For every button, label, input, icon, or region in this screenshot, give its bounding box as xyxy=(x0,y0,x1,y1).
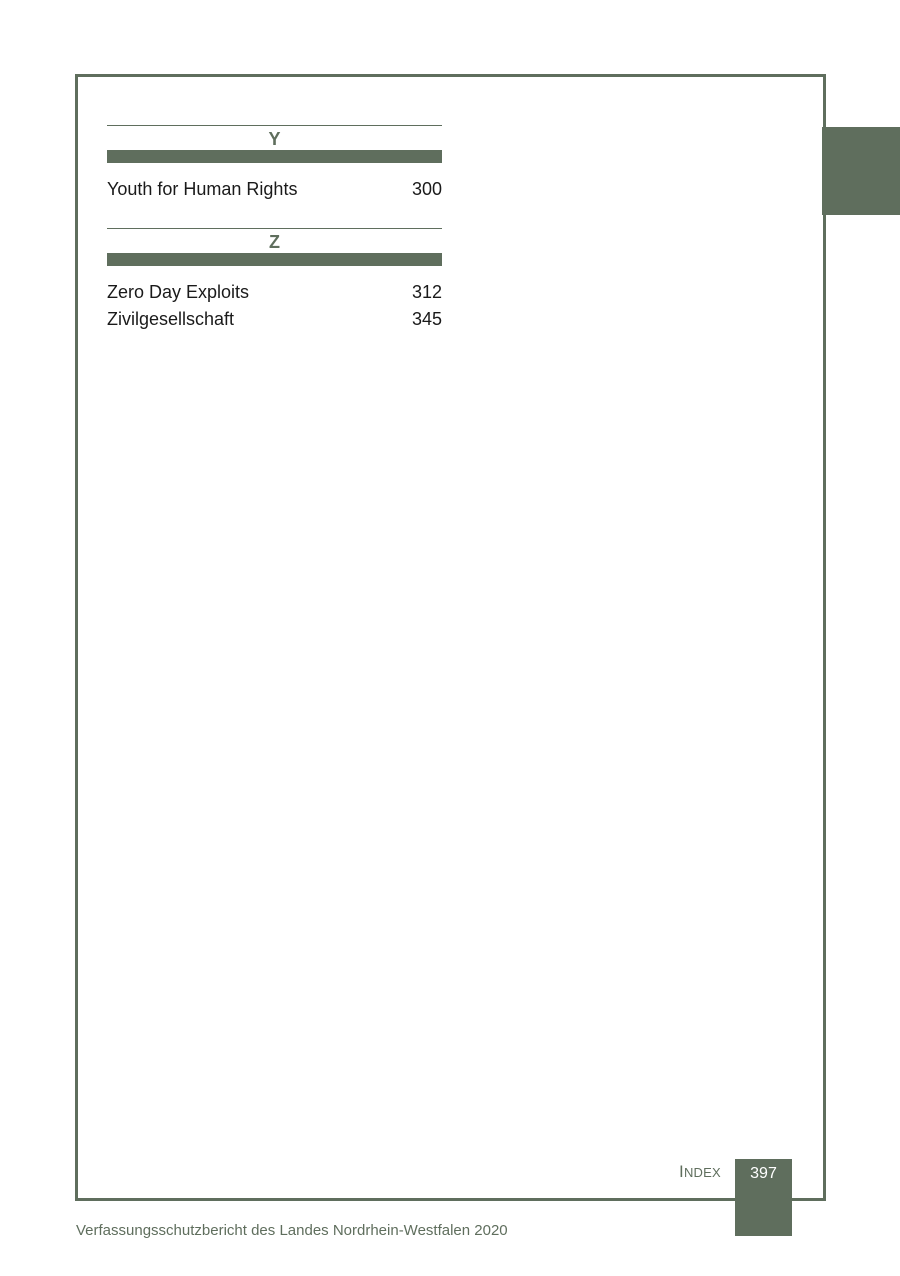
entry-page: 312 xyxy=(411,282,442,302)
section-bar xyxy=(107,253,442,266)
section-rule xyxy=(107,228,442,229)
entry-page: 345 xyxy=(411,308,442,329)
index-entry xyxy=(107,176,442,203)
entry-list xyxy=(107,176,442,203)
index-section-z xyxy=(107,228,442,332)
footer-label-rest: NDEX xyxy=(683,1165,721,1180)
side-tab-marker xyxy=(822,127,900,215)
entry-term: Youth for Human Rights xyxy=(107,179,298,199)
entry-list xyxy=(107,279,442,332)
entry-term: Zero Day Exploits xyxy=(107,282,250,302)
entry-term: Zivilgesellschaft xyxy=(107,308,235,329)
section-letter: Z xyxy=(269,232,280,252)
page-number: 397 xyxy=(750,1165,777,1182)
footer-label-initial: I xyxy=(679,1162,684,1181)
index-entry xyxy=(107,306,442,333)
index-entry xyxy=(107,279,442,306)
index-section-y xyxy=(107,125,442,203)
section-letter: Y xyxy=(268,129,281,149)
publication-title: Verfassungsschutzbericht des Landes Nordrhein-Westfalen 2020 xyxy=(76,1222,508,1239)
entry-page: 300 xyxy=(411,179,442,199)
page-number-box xyxy=(735,1159,792,1236)
section-rule xyxy=(107,125,442,126)
section-bar xyxy=(107,150,442,163)
running-footer-label xyxy=(679,1162,721,1182)
